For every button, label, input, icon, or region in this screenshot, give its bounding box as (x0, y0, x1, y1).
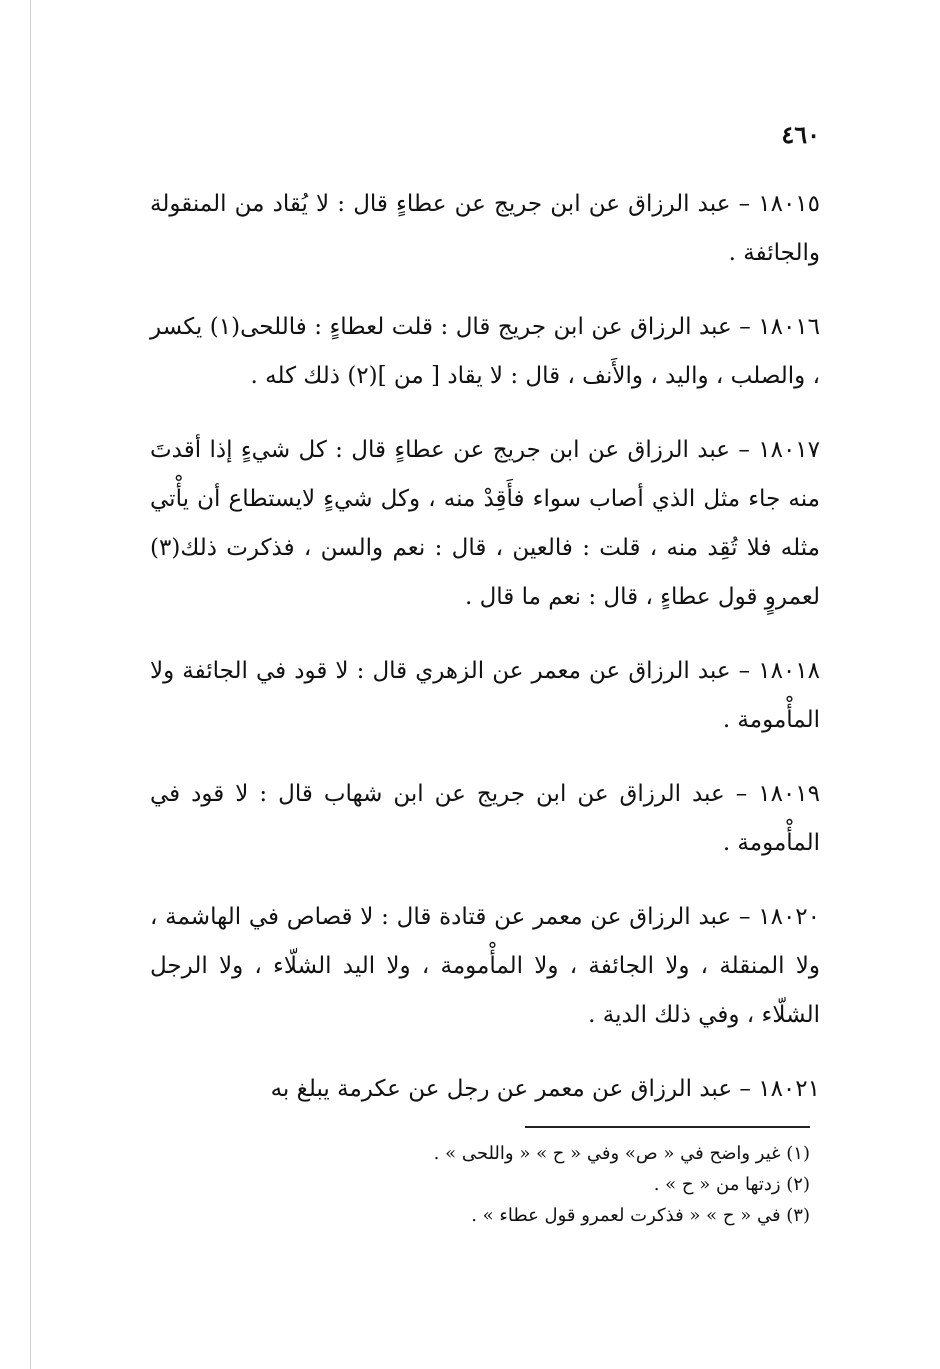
hadith-entry (150, 770, 820, 868)
page-body (150, 180, 820, 1139)
footnote-divider (525, 1126, 810, 1128)
hadith-entry (150, 303, 820, 401)
dash-separator: – (735, 781, 748, 807)
dash-separator: – (738, 191, 751, 217)
hadith-entry (150, 1065, 820, 1114)
hadith-text: عبد الرزاق عن ابن جريج عن عطاءٍ قال : كل شيءٍ إذا أقدتَ منه جاء مثل الذي أصاب سواء فأَقِدْ منه ، وكل شيءٍ لايستطاع أن يأْتي مثله فلا تُقِد منه ، قلت : فالعين ، قال : نعم والسن ، فذكرت ذلك(٣) لعمروٍ قول عطاءٍ ، قال : نعم ما قال . (150, 437, 820, 610)
hadith-entry (150, 426, 820, 622)
footnote: (١) غير واضح في « ص» وفي « ح » « واللحى » . (433, 1143, 810, 1164)
page-number: ٤٦٠ (781, 120, 820, 149)
hadith-entry (150, 647, 820, 745)
hadith-number: ١٨٠١٧ (758, 437, 821, 463)
page-edge-line (30, 0, 31, 1369)
footnote: (٢) زدتها من « ح » . (653, 1174, 810, 1195)
hadith-text: عبد الرزاق عن ابن جريج قال : قلت لعطاءٍ : فاللحى(١) يكسر ، والصلب ، واليد ، والأَنف ، قال : لا يقاد [ من ](٢) ذلك كله . (150, 314, 820, 389)
hadith-number: ١٨٠١٦ (758, 314, 821, 340)
hadith-entry (150, 180, 820, 278)
hadith-text: عبد الرزاق عن معمر عن الزهري قال : لا قود في الجائفة ولا المأْمومة . (150, 658, 820, 733)
hadith-text: عبد الرزاق عن معمر عن رجل عن عكرمة يبلغ به (270, 1076, 733, 1102)
hadith-number: ١٨٠١٩ (758, 781, 820, 807)
hadith-number: ١٨٠٢١ (758, 1076, 820, 1102)
hadith-number: ١٨٠٢٠ (758, 904, 821, 930)
dash-separator: – (738, 658, 751, 684)
dash-separator: – (739, 1076, 751, 1102)
hadith-number: ١٨٠١٨ (758, 658, 820, 684)
hadith-entry (150, 893, 820, 1040)
dash-separator: – (738, 904, 751, 930)
footnotes (150, 1138, 810, 1231)
hadith-text: عبد الرزاق عن ابن جريج عن عطاءٍ قال : لا يُقاد من المنقولة والجائفة . (150, 191, 820, 266)
dash-separator: – (739, 314, 751, 340)
hadith-text: عبد الرزاق عن معمر عن قتادة قال : لا قصاص في الهاشمة ، ولا المنقلة ، ولا الجائفة ، ولا المأْمومة ، ولا اليد الشلّاء ، ولا الرجل الشلّاء ، وفي ذلك الدية . (150, 904, 820, 1028)
hadith-text: عبد الرزاق عن ابن جريج عن ابن شهاب قال : لا قود في المأْمومة . (150, 781, 820, 856)
hadith-number: ١٨٠١٥ (758, 191, 821, 217)
footnote: (٣) في « ح » « فذكرت لعمرو قول عطاء » . (471, 1205, 810, 1226)
dash-separator: – (738, 437, 750, 463)
